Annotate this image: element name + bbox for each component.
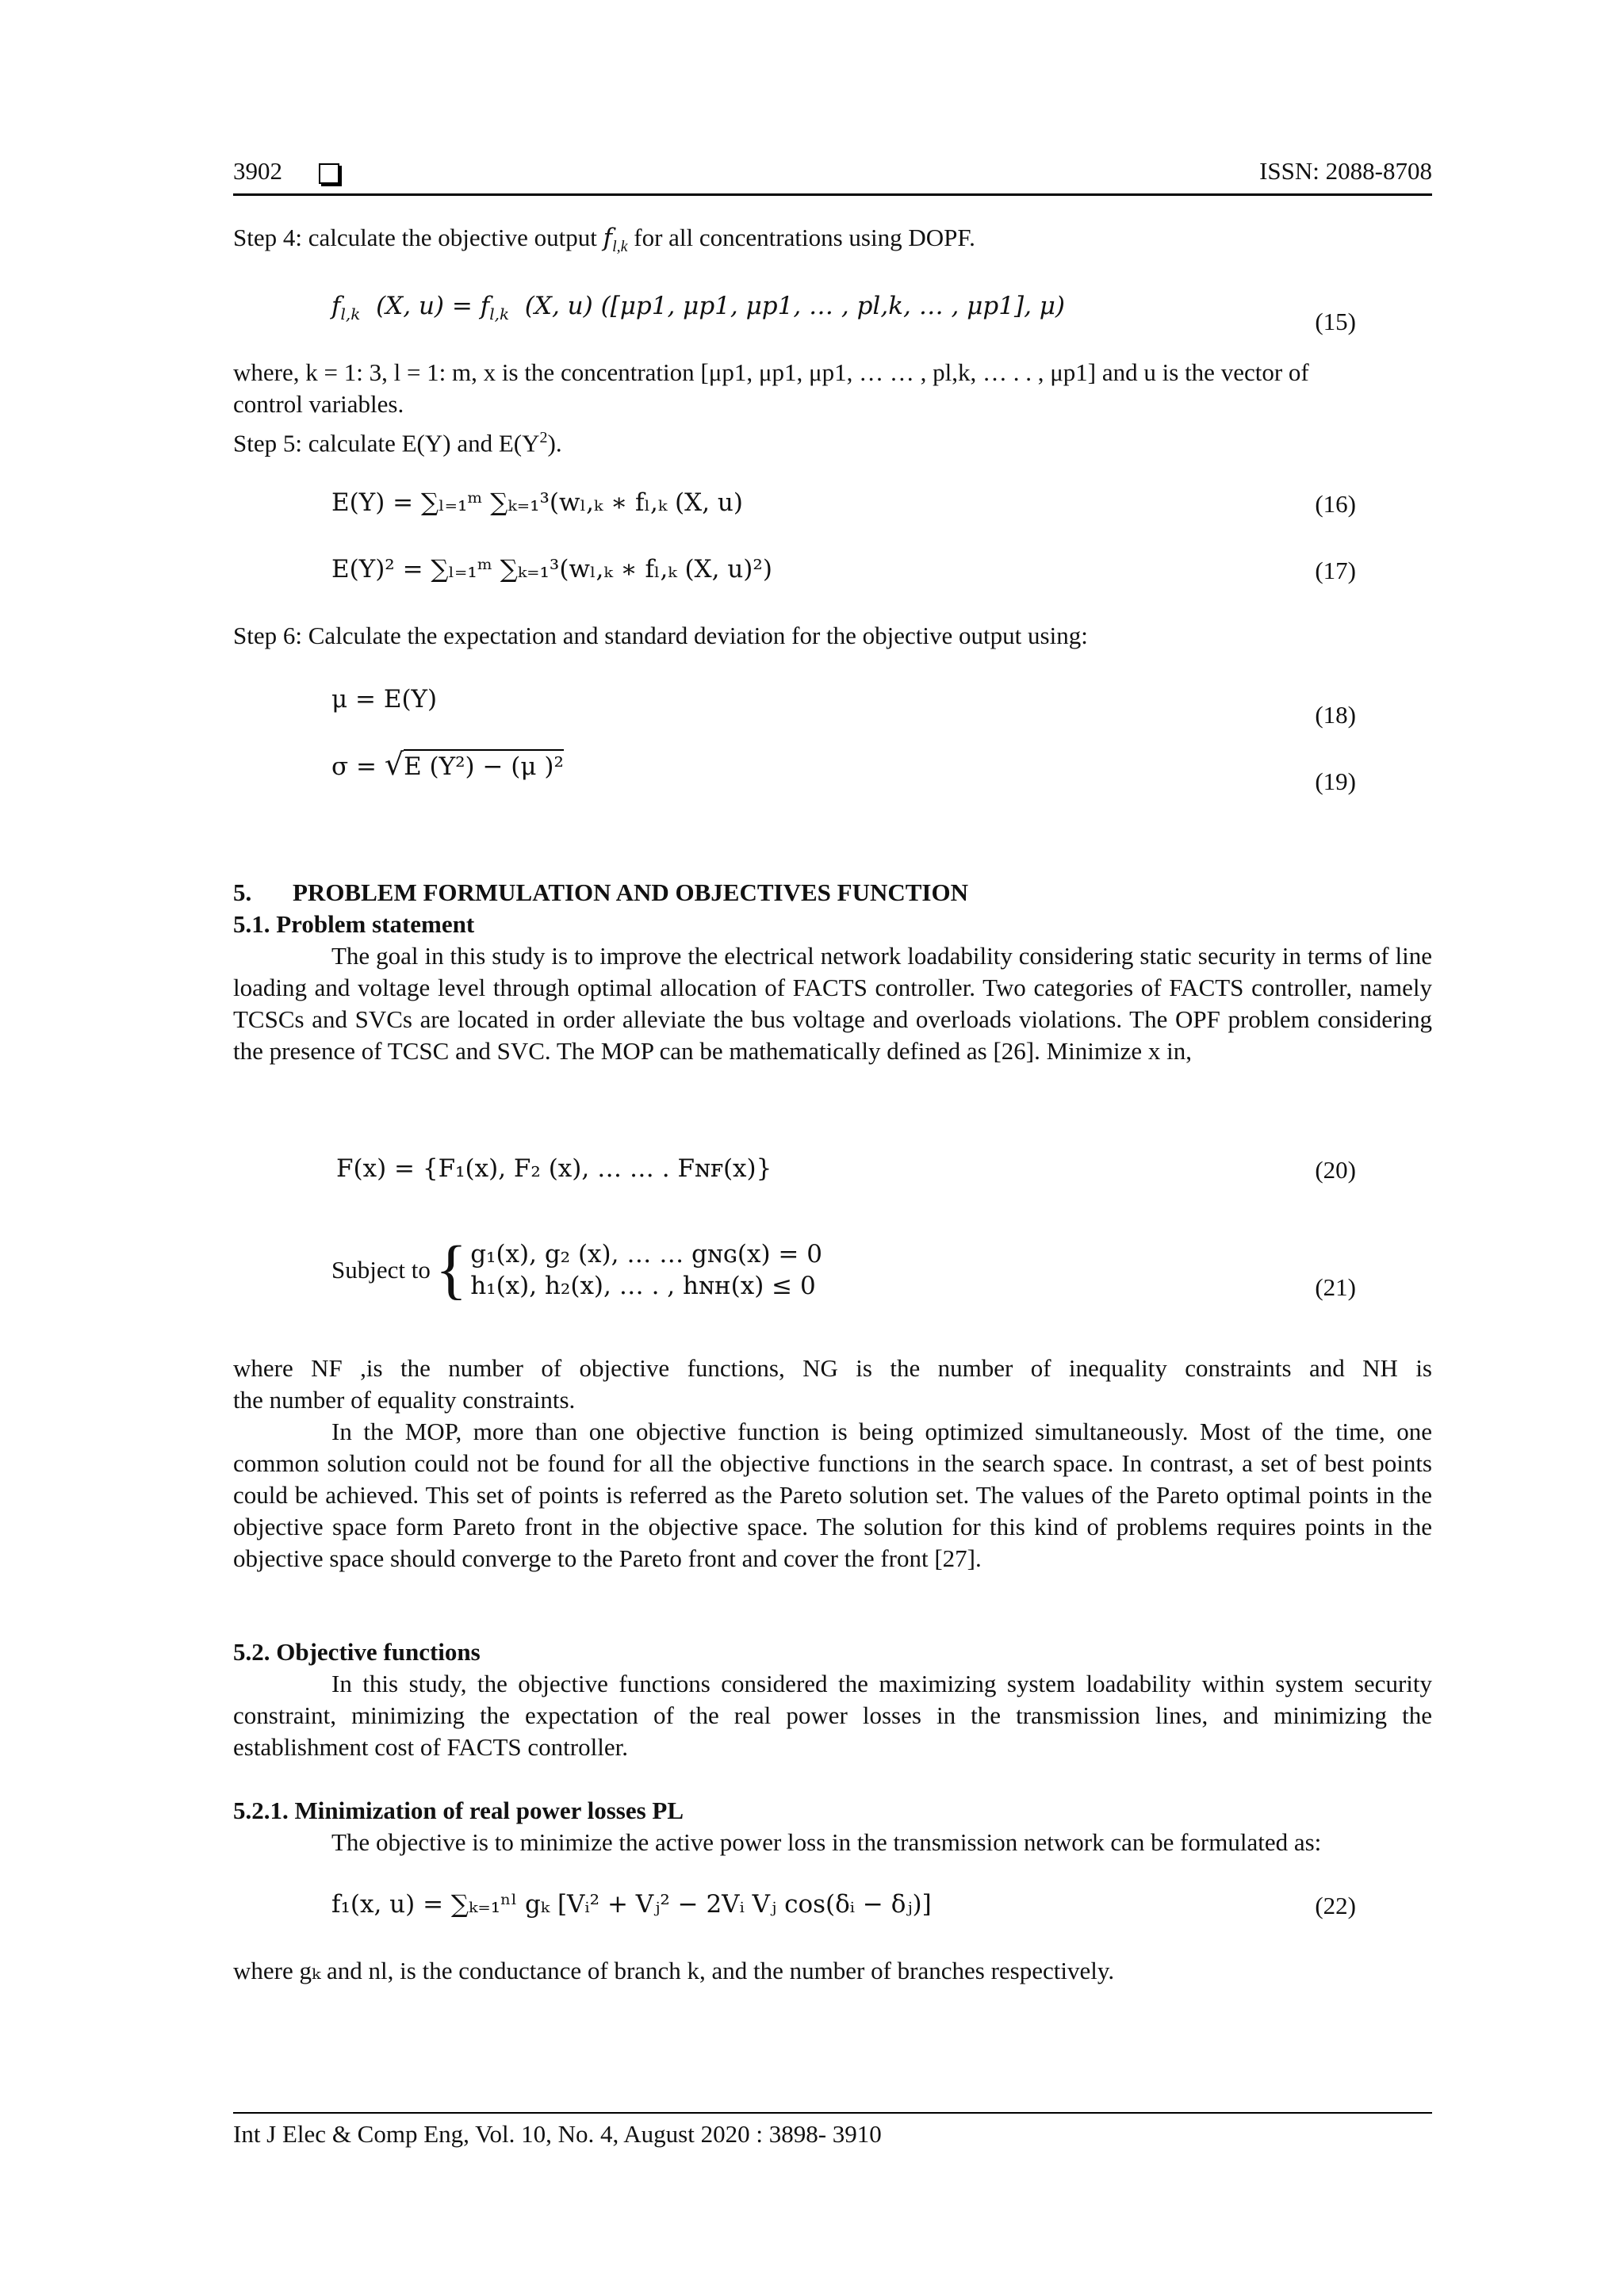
eq16-number: (16) [1315,490,1356,518]
section-5-2-1-title: 5.2.1. Minimization of real power losses PL [233,1797,684,1824]
step4-line [233,222,975,262]
section-5-2-1-paragraph: The objective is to minimize the active power loss in the transmission network can be formulated as: [331,1828,1322,1856]
footer-rule [233,2112,1432,2114]
step5-sup: 2 [539,429,548,446]
section-5-1-heading [233,909,474,940]
step4-var: f [603,224,613,252]
eq15-rhs-sub: l,k [489,304,510,324]
step6-line: Step 6: Calculate the expectation and standard deviation for the objective output using: [233,622,1088,649]
eq21-number: (21) [1315,1273,1356,1301]
journal-issn: ISSN: 2088-8708 [1259,157,1432,185]
section-5-2-1-heading [233,1795,684,1827]
eq19-radicand: E (Y²) − (μ )² [404,749,564,781]
step4-text-a: Step 4: calculate the objective output [233,224,603,251]
step4-var-sub: l,k [612,238,628,256]
page-number [233,155,339,187]
section-5-1-paragraph: The goal in this study is to improve the electrical network loadability considering static security in terms of line loading and voltage level through optimal allocation of FACTS controller. Two categories of FACTS controller, namely TCSCs and SVCs are located in order alleviate the bus voltage and overloads violations. The OPF problem considering the presence of TCSC and SVC. The MOP can be mathematically defined as [26]. Minimize x in, [233,942,1432,1065]
eq15-args2: (X, u) ([μ [524,292,636,320]
mop-paragraph: In the MOP, more than one objective function is being optimized simultaneously. Most of the time, one common solution could not be found for all the objective functions in the search space. In contrast, a set of best points could be achieved. This set of points is referred as the Pareto solution set. The values of the Pareto optimal points in the objective space form Pareto front in the objective space. The solution for this kind of problems requires points in the objective space should converge to the Pareto front and cover the front [27]. [233,1418,1432,1572]
eq15-args1: (X, u) = [376,292,481,320]
equation-20: F(x) = {F₁(x), F₂ (x), … … . Fɴꜰ(x)} [336,1154,772,1183]
where-15-line2: control variables. [233,390,404,418]
equation-17: E(Y)² = ∑ₗ₌₁ᵐ ∑ₖ₌₁³(wₗ,ₖ ∗ fₗ,ₖ (X, u)²) [331,555,772,584]
section-5-2-title: 5.2. Objective functions [233,1638,481,1666]
eq15-rhs-f: f [480,292,490,320]
where-15-line1: where, k = 1: 3, l = 1: m, x is the concentration [μp1, μp1, μp1, … … , pl,k, … . . , μp1] and u is the vector of [233,358,1309,386]
section-5-number: 5. [233,878,252,906]
eq22-number: (22) [1315,1892,1356,1919]
equation-22: f₁(x, u) = ∑ₖ₌₁ⁿˡ gₖ [Vᵢ² + Vⱼ² − 2Vᵢ Vⱼ cos(δᵢ − δⱼ)] [331,1890,932,1919]
equation-18: μ = E(Y) [331,685,438,714]
eq15-lhs-sub: l,k [340,304,361,324]
step4-text-b: for all concentrations using DOPF. [627,224,975,251]
eq15-body: p1, μp1, μp1, … , pl,k, … , μp1], μ) [635,292,1066,320]
equation-15 [331,290,1065,330]
eq18-number: (18) [1315,701,1356,729]
eq17-number: (17) [1315,557,1356,584]
equation-16: E(Y) = ∑ₗ₌₁ᵐ ∑ₖ₌₁³(wₗ,ₖ ∗ fₗ,ₖ (X, u) [331,488,743,517]
section-5-2-paragraph: In this study, the objective functions considered the maximizing system loadability within system security constraint, minimizing the expectation of the real power losses in the transmission lines, and minimizing the establishment cost of FACTS controller. [233,1670,1432,1761]
eq19-number: (19) [1315,767,1356,795]
step5-line [233,422,562,459]
eq21-label: Subject to [331,1256,431,1284]
header-rule [233,193,1432,196]
left-brace-icon: { [435,1233,468,1307]
page-number-text: 3902 [233,157,282,185]
section-5-title: PROBLEM FORMULATION AND OBJECTIVES FUNCTION [293,878,969,906]
eq21-line2: h₁(x), h₂(x), … . , hɴʜ(x) ≤ 0 [470,1272,816,1300]
eq19-lhs: σ = [331,752,385,781]
where-21-line2: the number of equality constraints. [233,1386,576,1414]
footer-citation: Int J Elec & Comp Eng, Vol. 10, No. 4, August 2020 : 3898- 3910 [233,2120,882,2148]
where-21-line1: where NF ,is the number of objective functions, NG is the number of inequality constraints and NH is [233,1354,1432,1382]
eq15-lhs: f [331,292,341,320]
step5-text: Step 5: calculate E(Y) and E(Y [233,429,540,457]
section-5-heading [233,877,968,909]
sqrt-symbol: √ [384,747,404,782]
eq21-line1: g₁(x), g₂ (x), … … gɴɢ(x) = 0 [470,1240,822,1269]
where-22-line: where gₖ and nl, is the conductance of branch k, and the number of branches respectively. [233,1957,1115,1984]
step5-end: ). [547,429,562,457]
equation-21 [331,1233,822,1307]
section-5-1-title: 5.1. Problem statement [233,910,475,938]
section-5-2-heading [233,1636,481,1668]
checkbox-square-icon [319,163,339,184]
eq20-number: (20) [1315,1156,1356,1184]
equation-19 [331,748,564,783]
eq15-number: (15) [1315,308,1356,335]
